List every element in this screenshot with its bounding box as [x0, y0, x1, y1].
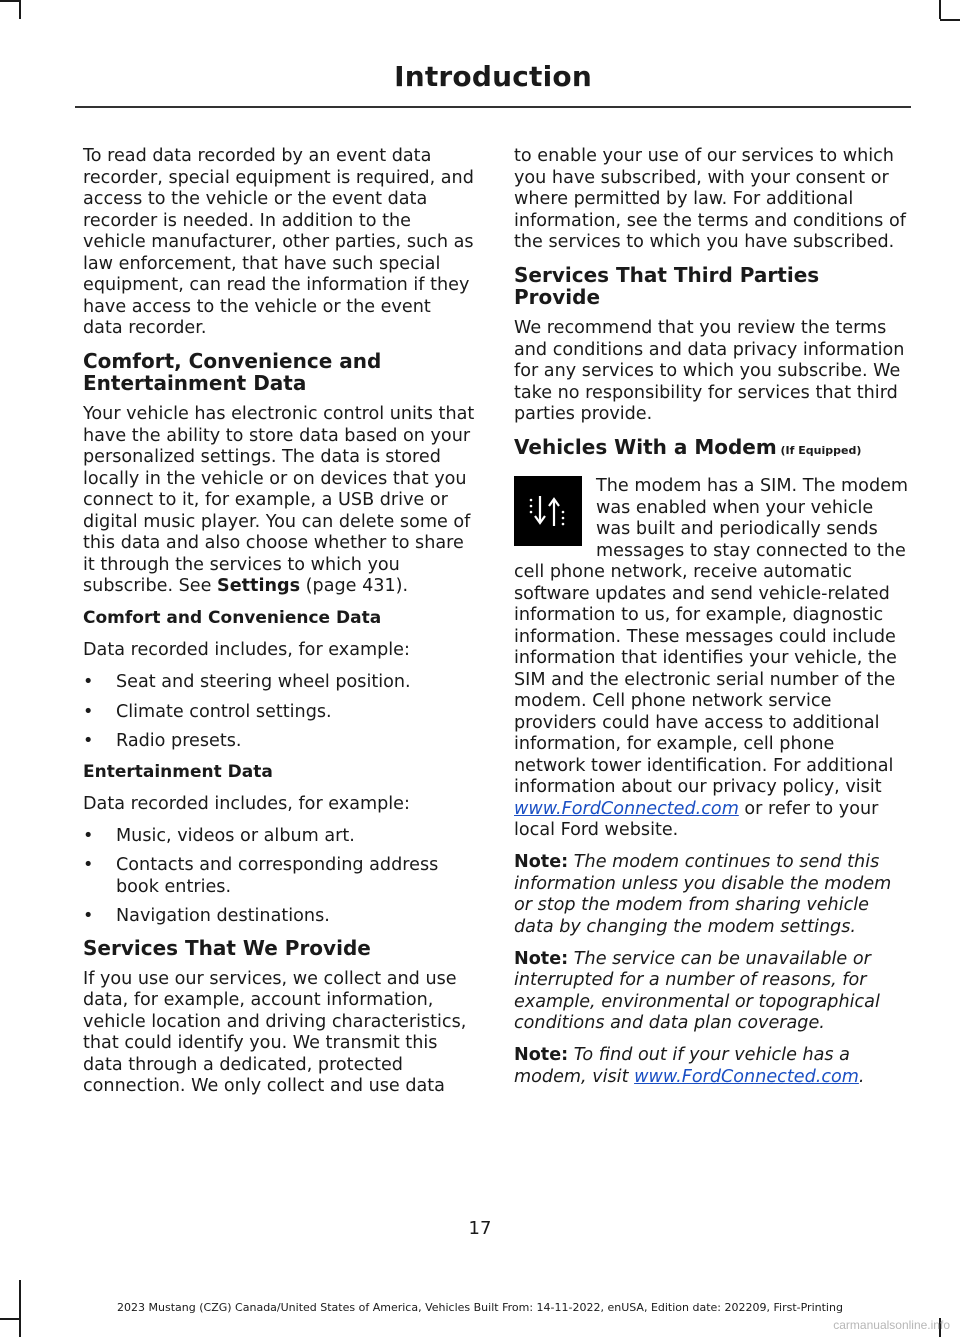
paragraph: The modem has a SIM. The modem was enabled when your vehicle was built and periodically sends messages to stay connected to the cell phone network, receive automatic software updates and send vehicle-related information to us, for example, diagnostic information. These messages could include information that identifies your vehicle, the SIM and the electronic serial number of the modem. Cell phone network service providers could have access to additional information, for example, cell phone network tower identification. For additional information about our privacy policy, visit www.FordConnected.com or refer to your local Ford website.: [514, 476, 909, 840]
list-item: • Navigation destinations.: [83, 906, 475, 928]
note: Note: To find out if your vehicle has a modem, visit www.FordConnected.com.: [514, 1045, 865, 1087]
page-title: Introduction: [394, 60, 592, 93]
list-item: • Contacts and corresponding address book entries.: [83, 855, 475, 898]
bullet-list: [83, 672, 475, 753]
paragraph: To read data recorded by an event data recorder, special equipment is required, and access to the vehicle or the event data recorder is needed. In addition to the vehicle manufacturer, other parties, such as law enforcement, that have such special equipment, can read the information if they have access to the vehicle or the event data recorder.: [83, 146, 474, 338]
section-heading: Services That We Provide: [83, 935, 371, 960]
list-item: • Seat and steering wheel position.: [83, 672, 475, 694]
note: Note: The modem continues to send this information unless you disable the modem or stop the modem from sharing vehicle data by changing the modem settings.: [514, 852, 892, 937]
crop-mark: [940, 19, 960, 21]
settings-reference[interactable]: Settings: [217, 576, 301, 596]
paragraph: Your vehicle has electronic control units that have the ability to store data based on your personalized settings. The data is stored locally in the vehicle or on devices that you connect to it, for example, a USB drive or digital music player. You can delete some of this data and also choose whether to share it through the services to which you subscribe. See Settings (page 431).: [83, 404, 475, 596]
paragraph: Data recorded includes, for example:: [83, 793, 410, 814]
watermark: carmanualsonline.info: [833, 1318, 950, 1332]
crop-mark: [0, 1318, 19, 1320]
list-item: • Radio presets.: [83, 731, 475, 753]
section-heading: Vehicles With a Modem (If Equipped): [514, 435, 862, 459]
section-heading: Services That Third Parties Provide: [514, 263, 820, 309]
bullet-list: [83, 826, 475, 928]
paragraph: If you use our services, we collect and use data, for example, account information, vehicle location and driving characteristics, that could identify you. We transmit this data through a dedicated, protected connection. We only collect and use data: [83, 968, 467, 1096]
subsection-heading: Entertainment Data: [83, 761, 273, 782]
left-column: [83, 146, 475, 1108]
footer-edition-info: 2023 Mustang (CZG) Canada/United States of America, Vehicles Built From: 14-11-2022, enUSA, Edition date: 202209, First-Printing: [117, 1301, 843, 1314]
paragraph: to enable your use of our services to which you have subscribed, with your consent or where permitted by law. For additional information, see the terms and conditions of the services to which you have subscribed.: [514, 146, 906, 252]
right-column: [514, 146, 909, 1099]
subsection-heading: Comfort and Convenience Data: [83, 608, 382, 628]
modem-data-transfer-icon: [514, 476, 582, 546]
crop-mark: [0, 0, 19, 2]
paragraph: We recommend that you review the terms and conditions and data privacy information for any services to which you subscribe. We take no responsibility for services that third parties provide.: [514, 318, 905, 424]
paragraph: Data recorded includes, for example:: [83, 640, 410, 660]
crop-mark: [939, 0, 941, 19]
ford-connected-link[interactable]: www.FordConnected.com: [634, 1066, 859, 1087]
note: Note: The service can be unavailable or interrupted for a number of reasons, for example, environmental or topographical conditions and data plan coverage.: [514, 948, 880, 1033]
page-number: 17: [468, 1218, 492, 1239]
section-heading: Comfort, Convenience and Entertainment Data: [83, 349, 382, 395]
ford-connected-link[interactable]: www.FordConnected.com: [514, 798, 739, 819]
crop-mark: [19, 0, 21, 19]
list-item: • Music, videos or album art.: [83, 826, 475, 848]
header-divider: [75, 106, 911, 108]
list-item: • Climate control settings.: [83, 702, 475, 724]
